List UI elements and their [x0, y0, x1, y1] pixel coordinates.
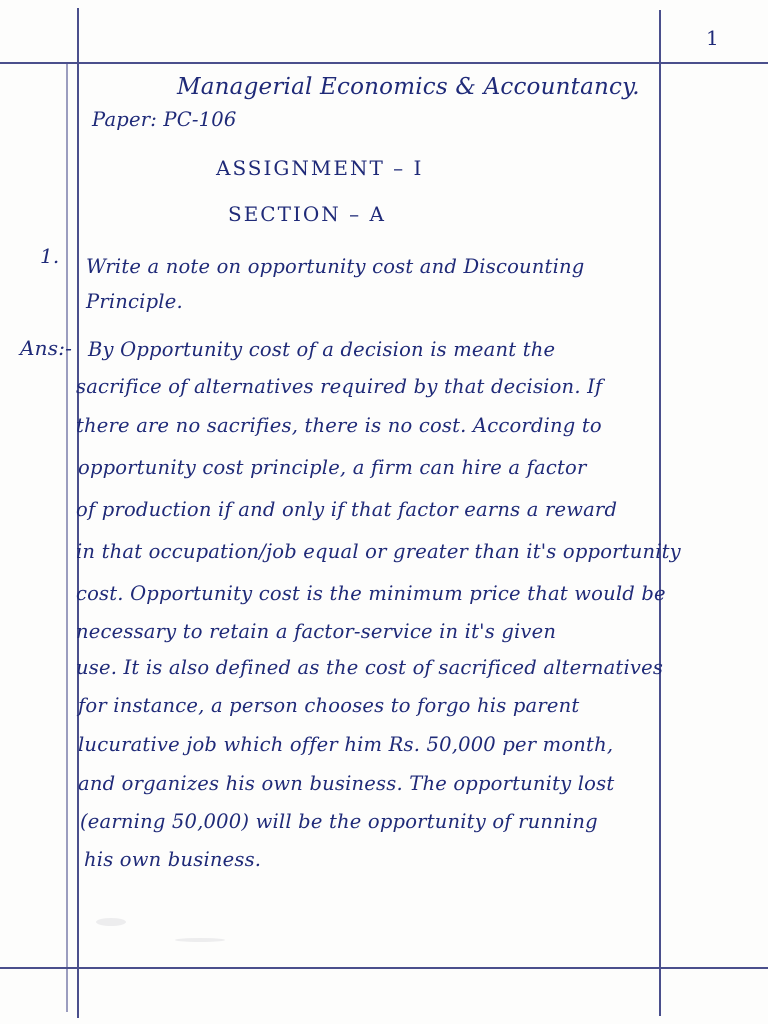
- page-number: 1: [706, 26, 719, 50]
- right-margin-rule: [659, 10, 661, 1016]
- answer-line: lucurative job which offer him Rs. 50,000 per month,: [78, 733, 614, 756]
- answer-line: and organizes his own business. The opportunity lost: [78, 772, 615, 795]
- answer-line: for instance, a person chooses to forgo his parent: [78, 694, 580, 717]
- answer-line: (earning 50,000) will be the opportunity of running: [80, 810, 598, 833]
- answer-line: use. It is also defined as the cost of sacrificed alternatives: [76, 656, 664, 679]
- question-number: 1.: [40, 244, 60, 268]
- answer-marker: Ans:-: [20, 336, 73, 360]
- section-heading: SECTION – A: [228, 202, 386, 226]
- scan-smudge: [96, 918, 126, 926]
- question-line: Write a note on opportunity cost and Discounting: [86, 255, 585, 278]
- assignment-heading: ASSIGNMENT – I: [216, 156, 424, 180]
- left-inner-rule: [66, 62, 68, 1012]
- answer-line: opportunity cost principle, a firm can hire a factor: [78, 456, 587, 479]
- answer-line: By Opportunity cost of a decision is meant the: [88, 338, 556, 361]
- answer-line: of production if and only if that factor earns a reward: [76, 498, 618, 521]
- bottom-rule: [0, 967, 768, 969]
- paper-code: Paper: PC-106: [92, 108, 237, 131]
- answer-line: in that occupation/job equal or greater than it's opportunity: [76, 540, 681, 563]
- answer-line: sacrifice of alternatives required by that decision. If: [76, 375, 603, 398]
- answer-line: necessary to retain a factor-service in it's given: [76, 620, 557, 643]
- course-title: Managerial Economics & Accountancy.: [177, 74, 640, 100]
- answer-line: there are no sacrifies, there is no cost. According to: [76, 414, 602, 437]
- answer-line: cost. Opportunity cost is the minimum price that would be: [76, 582, 666, 605]
- question-line: Principle.: [86, 290, 183, 313]
- scan-smudge: [175, 938, 225, 942]
- top-rule: [0, 62, 768, 64]
- answer-line: his own business.: [84, 848, 262, 871]
